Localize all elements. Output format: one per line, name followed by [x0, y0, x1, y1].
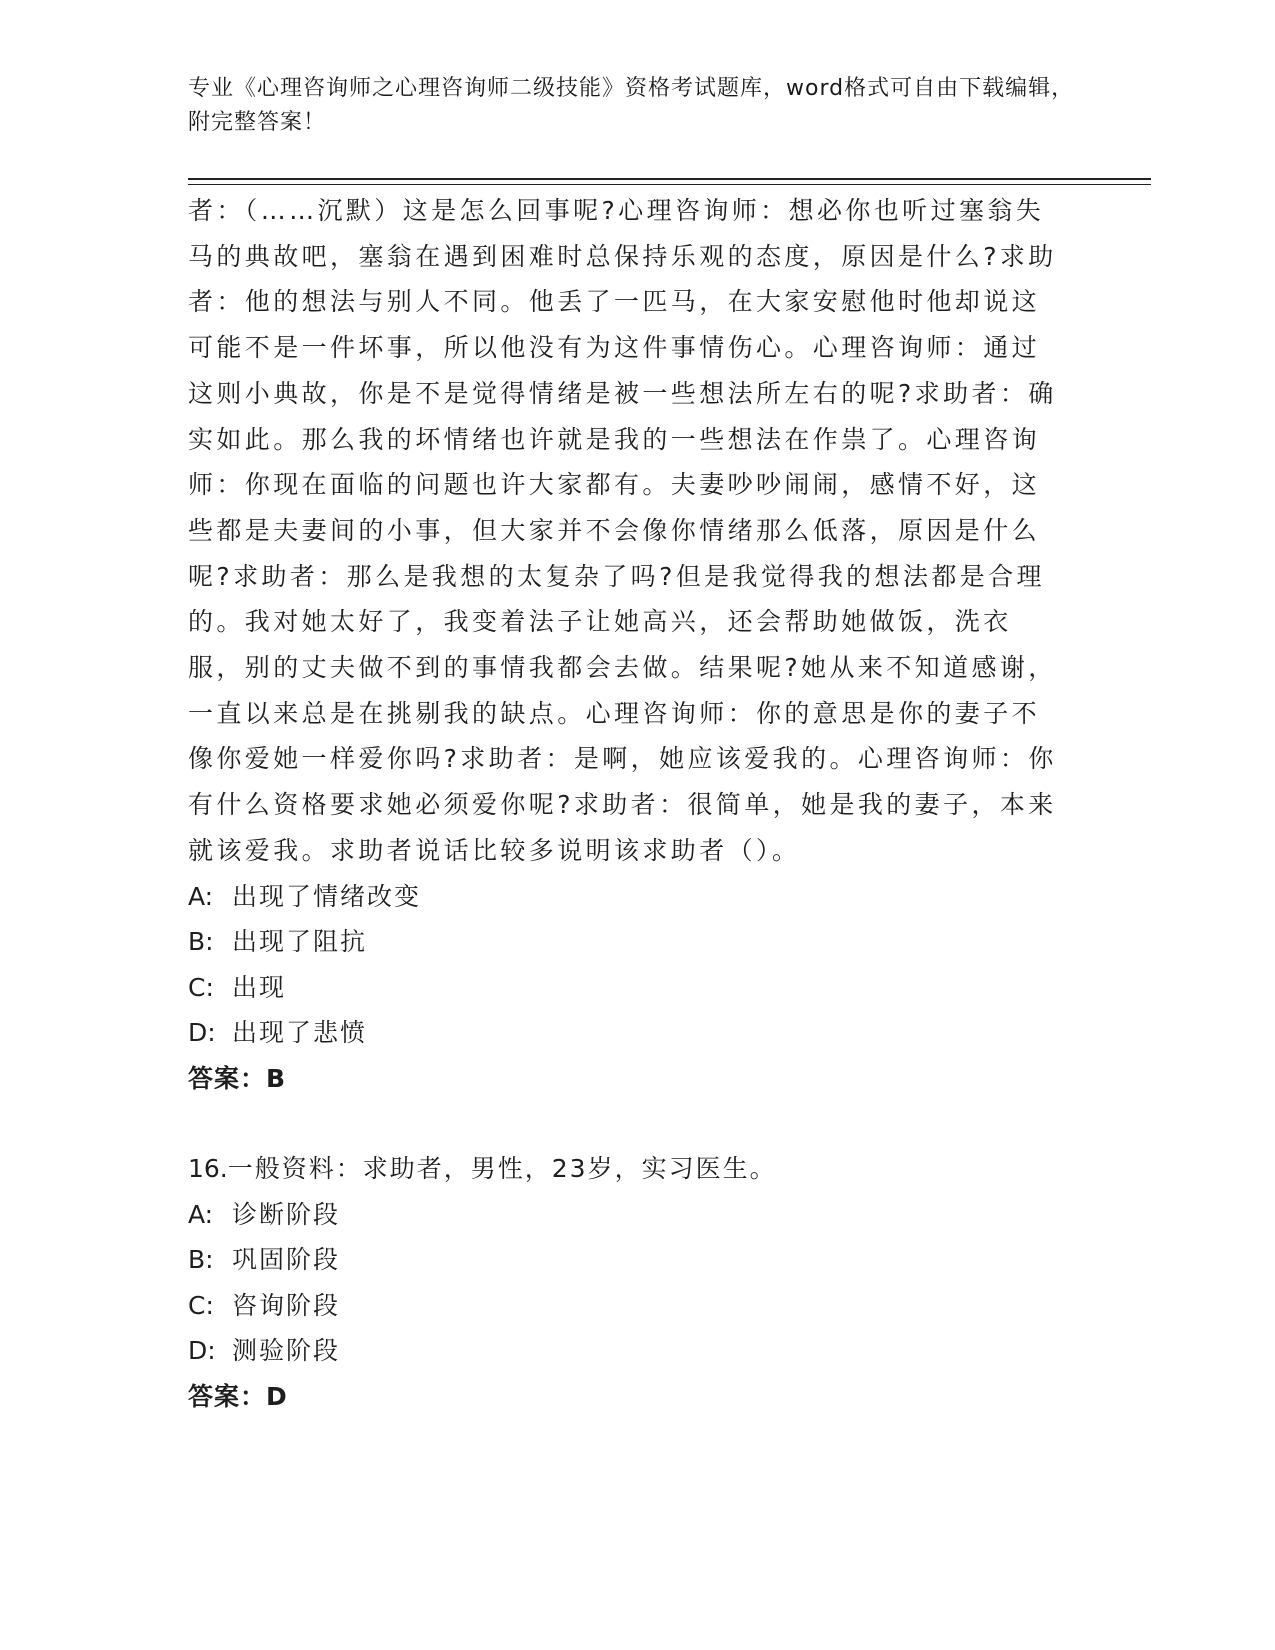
option-text: 出现 — [232, 972, 287, 1002]
question-16 — [188, 1146, 1068, 1419]
option-text: 巩固阶段 — [232, 1245, 341, 1275]
document-body — [188, 188, 1068, 1419]
answer-line: 答案：D — [188, 1381, 288, 1411]
option-letter: B: — [188, 927, 214, 957]
option-text: 出现了悲愤 — [232, 1018, 368, 1048]
option-text: 测验阶段 — [232, 1336, 341, 1366]
option-letter: B: — [188, 1245, 214, 1275]
option-letter: D: — [188, 1336, 216, 1366]
option-letter: D: — [188, 1018, 216, 1048]
option-text: 诊断阶段 — [232, 1199, 341, 1229]
answer-line: 答案：B — [188, 1063, 287, 1093]
question-number: 16. — [188, 1154, 228, 1184]
option-b — [188, 1237, 1068, 1283]
option-d — [188, 1328, 1068, 1374]
header-divider — [188, 178, 1151, 185]
option-a — [188, 874, 1068, 920]
option-letter: C: — [188, 972, 214, 1002]
option-b — [188, 919, 1068, 965]
option-a — [188, 1192, 1068, 1238]
page-header — [188, 72, 1088, 140]
option-text: 出现了阻抗 — [232, 927, 368, 957]
option-letter: A: — [188, 881, 214, 911]
question-15 — [188, 188, 1068, 1101]
spacer — [188, 1101, 1068, 1146]
option-d — [188, 1010, 1068, 1056]
option-text: 咨询阶段 — [232, 1290, 341, 1320]
option-letter: A: — [188, 1199, 214, 1229]
option-c — [188, 965, 1068, 1011]
option-text: 出现了情绪改变 — [232, 881, 422, 911]
question-text: 一般资料：求助者，男性，23岁，实习医生。 — [227, 1154, 777, 1184]
option-letter: C: — [188, 1290, 214, 1320]
question-stem: 者：（……沉默）这是怎么回事呢?心理咨询师：想必你也听过塞翁失马的典故吧，塞翁在遇到困难时总保持乐观的态度，原因是什么?求助者：他的想法与别人不同。他丢了一匹马，在大家安慰他时他却说这可能不是一件坏事，所以他没有为这件事情伤心。心理咨询师：通过这则小典故，你是不是觉得情绪是被一些想法所左右的呢?求助者：确实如此。那么我的坏情绪也许就是我的一些想法在作祟了。心理咨询师：你现在面临的问题也许大家都有。夫妻吵吵闹闹，感情不好，这些都是夫妻间的小事，但大家并不会像你情绪那么低落，原因是什么呢?求助者：那么是我想的太复杂了吗?但是我觉得我的想法都是合理的。我对她太好了，我变着法子让她高兴，还会帮助她做饭，洗衣服，别的丈夫做不到的事情我都会去做。结果呢?她从来不知道感谢，一直以来总是在挑剔我的缺点。心理咨询师：你的意思是你的妻子不像你爱她一样爱你吗?求助者：是啊，她应该爱我的。心理咨询师：你有什么资格要求她必须爱你呢?求助者：很简单，她是我的妻子，本来就该爱我。求助者说话比较多说明该求助者（）。 — [188, 196, 1057, 865]
header-text: 专业《心理咨询师之心理咨询师二级技能》资格考试题库，word格式可自由下载编辑，附完整答案！ — [188, 76, 1075, 135]
question-stem — [188, 1146, 1068, 1192]
option-c — [188, 1283, 1068, 1329]
